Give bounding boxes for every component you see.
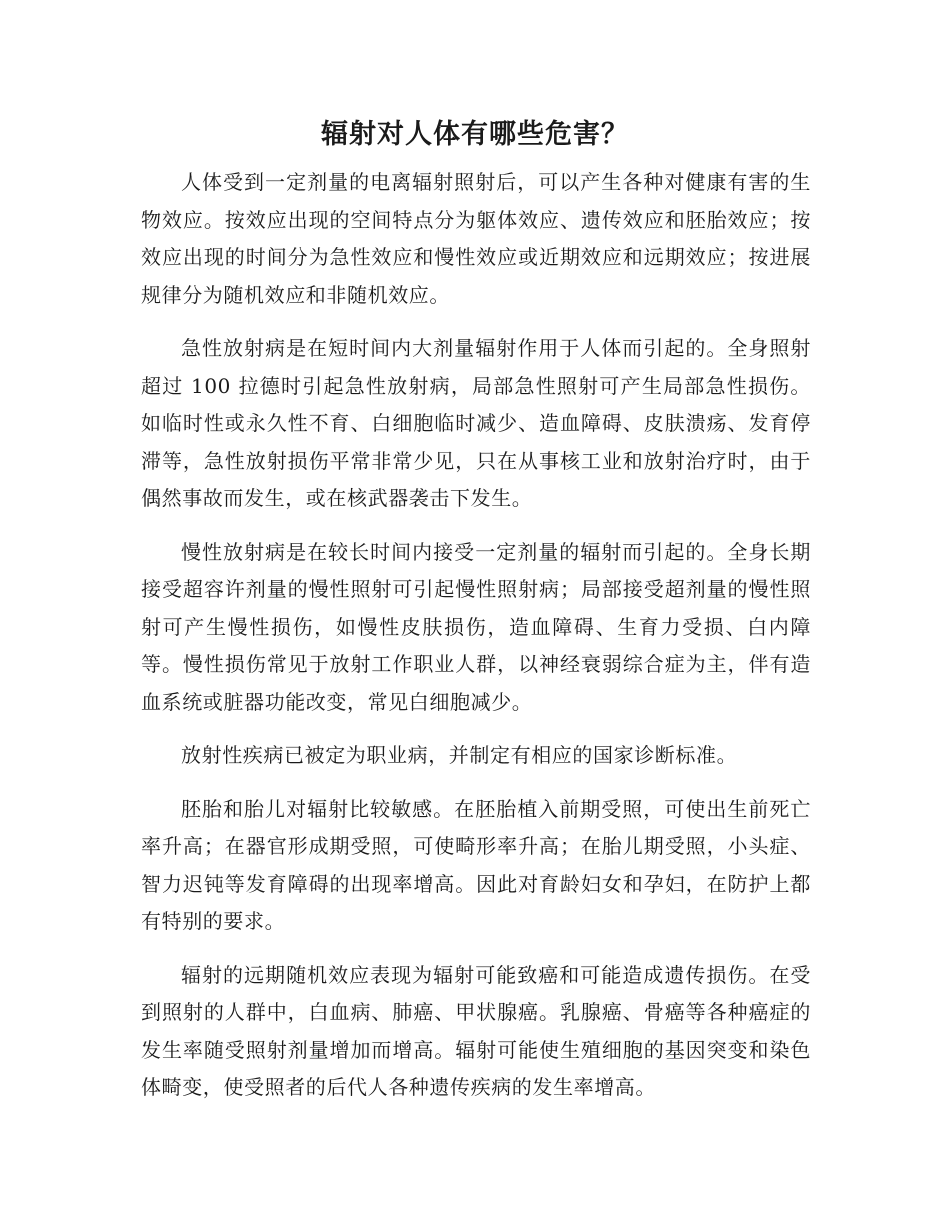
paragraph-acute-radiation-sickness: 急性放射病是在短时间内大剂量辐射作用于人体而引起的。全身照射超过 100 拉德时引起急性放射病，局部急性照射可产生局部急性损伤。如临时性或永久性不育、白细胞临时减少、造血障碍、皮肤溃疡、发育停滞等，急性放射损伤平常非常少见，只在从事核工业和放射治疗时，由于偶然事故而发生，或在核武器袭击下发生。 <box>141 336 811 510</box>
paragraph-long-term-effects: 辐射的远期随机效应表现为辐射可能致癌和可能造成遗传损伤。在受到照射的人群中，白血病、肺癌、甲状腺癌。乳腺癌、骨癌等各种癌症的发生率随受照射剂量增加而增高。辐射可能使生殖细胞的基因突变和染色体畸变，使受照者的后代人各种遗传疾病的发生率增高。 <box>141 962 811 1099</box>
paragraph-embryo-fetus: 胚胎和胎儿对辐射比较敏感。在胚胎植入前期受照，可使出生前死亡率升高；在器官形成期受照，可使畸形率升高；在胎儿期受照，小头症、智力迟钝等发育障碍的出现率增高。因此对育龄妇女和孕妇，在防护上都有特别的要求。 <box>141 796 811 933</box>
paragraph-occupational-disease: 放射性疾病已被定为职业病，并制定有相应的国家诊断标准。 <box>181 743 738 767</box>
document-title: 辐射对人体有哪些危害？ <box>321 119 629 150</box>
paragraph-chronic-radiation-sickness: 慢性放射病是在较长时间内接受一定剂量的辐射而引起的。全身长期接受超容许剂量的慢性照射可引起慢性照射病；局部接受超剂量的慢性照射可产生慢性损伤，如慢性皮肤损伤，造血障碍、生育力受损、白内障等。慢性损伤常见于放射工作职业人群，以神经衰弱综合症为主，伴有造血系统或脏器功能改变，常见白细胞减少。 <box>141 539 811 714</box>
paragraph-biological-effects: 人体受到一定剂量的电离辐射照射后，可以产生各种对健康有害的生物效应。按效应出现的空间特点分为躯体效应、遗传效应和胚胎效应；按效应出现的时间分为急性效应和慢性效应或近期效应和远期效应；按进展规律分为随机效应和非随机效应。 <box>141 170 811 307</box>
document-body <box>141 164 811 1123</box>
